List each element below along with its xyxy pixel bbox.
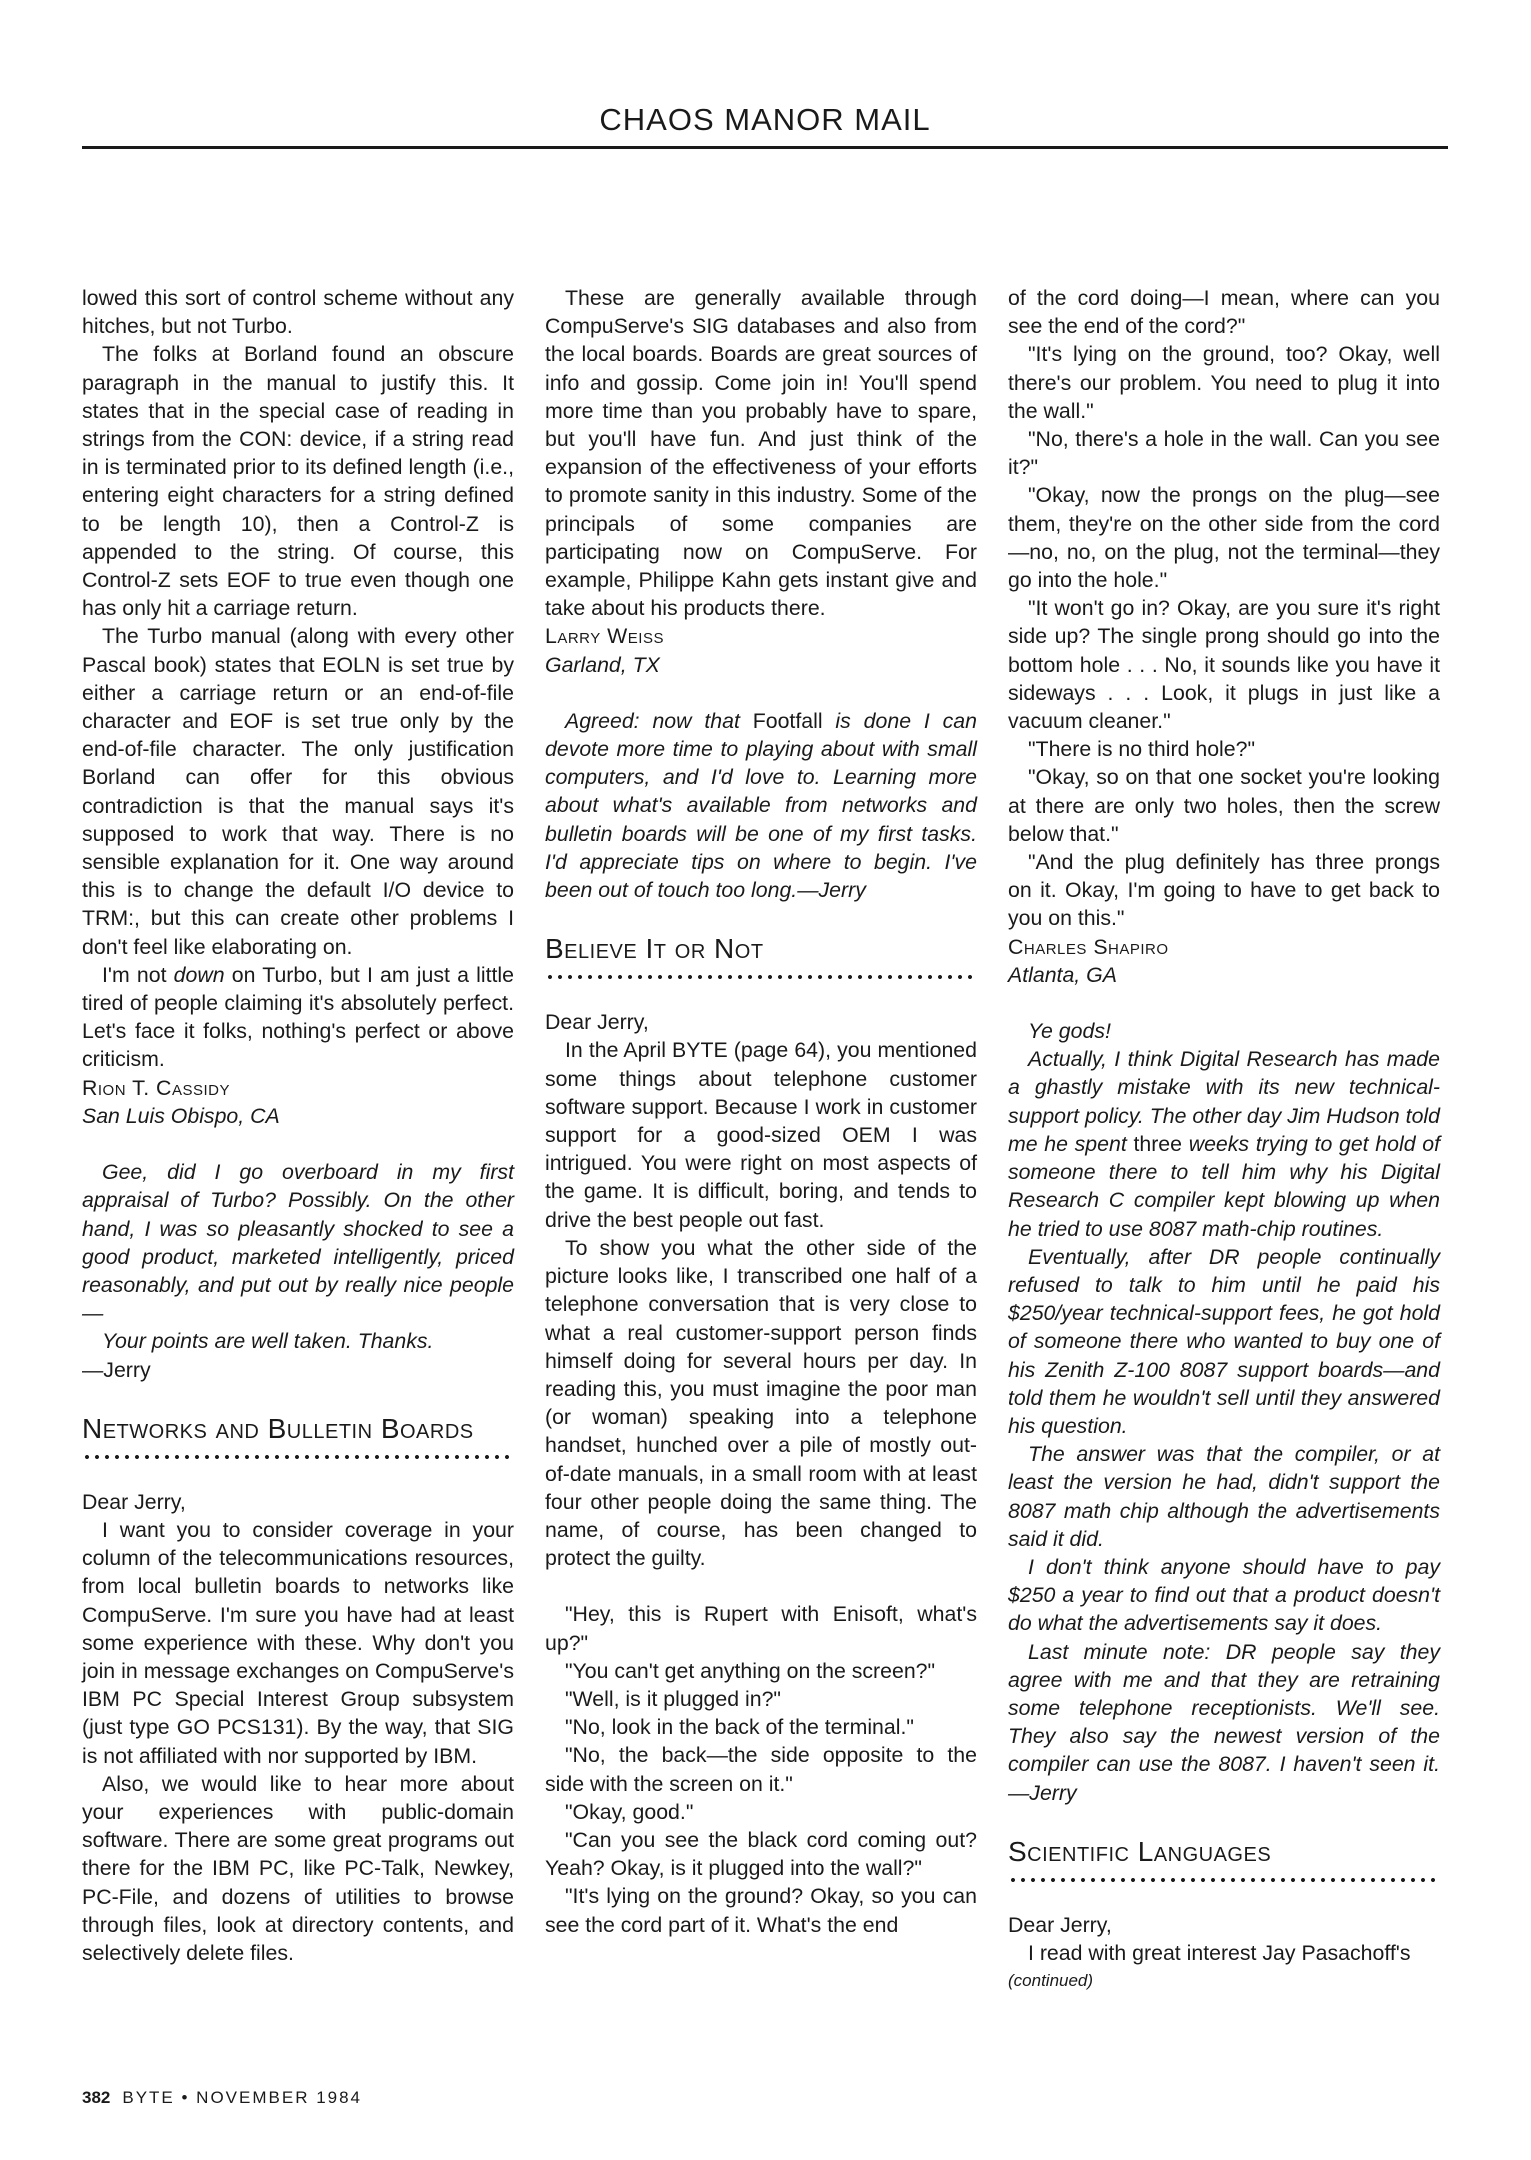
editor-reply-signature: —Jerry — [82, 1357, 151, 1382]
paragraph: These are generally available through CompuServe's SIG databases and also from the local boards. Boards are great sources of info and gossip. Come join in! You'll spend more time than you probably have to spare, but you'll have fun. And just think of the expansion of the effectiveness of your efforts to promote sanity in this industry. Some of the principals of some companies are participating now on CompuServe. For example, Philippe Kahn gets instant give and take about his products there. — [545, 286, 977, 621]
section-heading: Networks and Bulletin Boards — [82, 1412, 474, 1444]
dialogue-line: "Can you see the black cord coming out? Yeah? Okay, is it plugged into the wall?" — [545, 1827, 977, 1881]
paragraph — [82, 961, 514, 1074]
dialogue-line: of the cord doing—I mean, where can you see the end of the cord?" — [1008, 286, 1440, 339]
dialogue-line: "And the plug definitely has three prongs on it. Okay, I'm going to have to get back to you on this." — [1008, 850, 1440, 931]
text-run: is done I can devote more time to playing about with small computers, and I'd love to. Learning more about what's available from networks and bulletin boards will be one of my first tasks. I'd appreciate tips on where to begin. I've been out of touch too long.—Jerry — [545, 708, 977, 903]
editor-reply: The answer was that the compiler, or at least the version he had, didn't support the 8087 math chip although the advertisements said it did. — [1008, 1442, 1440, 1551]
text-run: Actually, I think Digital Research has made a ghastly mistake with its new technical-support policy. The other day Jim Hudson told me he spent — [1008, 1047, 1440, 1156]
paragraph: The folks at Borland found an obscure paragraph in the manual to justify this. It states that in the special case of reading in strings from the CON: device, if a string read in is terminated prior to its defined length (i.e., entering eight characters for a string defined to be length 10), then a Control-Z is appended to the string. Of course, this Control-Z sets EOF to true even though one has only hit a carriage return. — [82, 342, 514, 621]
dialogue-line: "Okay, good." — [565, 1799, 694, 1824]
paragraph: I read with great interest Jay Pasachoff's — [1028, 1940, 1411, 1965]
editor-reply: Last minute note: DR people say they agree with me and that they are retraining some telephone receptionists. We'll see. They also say the newest version of the compiler can use the 8087. I haven't seen it.—Jerry — [1008, 1639, 1440, 1805]
letter-signature-name: Charles Shapiro — [1008, 934, 1169, 959]
letter-salutation: Dear Jerry, — [82, 1489, 186, 1514]
dialogue-line: "There is no third hole?" — [1028, 737, 1256, 762]
editor-reply: Your points are well taken. Thanks. — [102, 1329, 434, 1354]
editor-reply — [1008, 1045, 1440, 1242]
editor-reply: Eventually, after DR people continually refused to talk to him until he paid his $250/year technical-support fees, he got hold of someone there who wanted to buy one of his Zenith Z-100 8087 support boards—and told them he wouldn't sell until they answered his question. — [1008, 1244, 1440, 1438]
dialogue-line: "Well, is it plugged in?" — [565, 1686, 781, 1711]
dialogue-line: "Hey, this is Rupert with Enisoft, what's up?" — [545, 1602, 977, 1655]
page-footer — [82, 2088, 362, 2108]
editor-reply: Gee, did I go overboard in my first appraisal of Turbo? Possibly. On the other hand, I was so pleasantly shocked to see a good product, marketed intelligently, priced reasonably, and put out by really nice people— — [82, 1160, 514, 1326]
paragraph: lowed this sort of control scheme without any hitches, but not Turbo. — [82, 286, 514, 339]
section-heading: Believe It or Not — [545, 933, 764, 965]
dialogue-line: "It's lying on the ground, too? Okay, well there's our problem. You need to plug it into the wall." — [1008, 342, 1440, 423]
continued-note: (continued) — [1008, 1971, 1094, 1991]
dialogue-line: "It's lying on the ground? Okay, so you can see the cord part of it. What's the end — [545, 1884, 977, 1937]
column-2 — [545, 284, 977, 1939]
letter-signature-name: Larry Weiss — [545, 624, 664, 649]
text-run: weeks trying to get hold of someone there to tell him why his Digital Research C compiler kept blowing up when he tried to use 8087 math-chip routines. — [1008, 1131, 1440, 1241]
editor-reply: I don't think anyone should have to pay $250 a year to find out that a product doesn't do what the advertisements say it does. — [1008, 1554, 1440, 1636]
letter-signature-place: Atlanta, GA — [1008, 962, 1117, 987]
dialogue-line: "Okay, so on that one socket you're looking at there are only two holes, then the screw below that." — [1008, 765, 1440, 846]
letter-signature-place: San Luis Obispo, CA — [82, 1103, 280, 1128]
paragraph: To show you what the other side of the picture looks like, I transcribed one half of a telephone conversation that is very close to what a real customer-support person finds himself doing for several hours per day. In reading this, you must imagine the poor man (or woman) speaking into a telephone handset, hunched over a pile of mostly out-of-date manuals, in a small room with at least four other people doing the same thing. The name, of course, has been changed to protect the guilty. — [545, 1235, 977, 1571]
footer-publication: BYTE • NOVEMBER 1984 — [122, 2088, 363, 2107]
paragraph: Also, we would like to hear more about your experiences with public-domain software. There are some great programs out there for the IBM PC, like PC-Talk, Newkey, PC-File, and dozens of utilities to browse through files, look at directory contents, and selectively delete files. — [82, 1771, 514, 1965]
page-header-title: CHAOS MANOR MAIL — [599, 102, 931, 137]
dialogue-line: "It won't go in? Okay, are you sure it's right side up? The single prong should go into the bottom hole . . . No, it sounds like you have it sideways . . . Look, it plugs in just like a vacuum cleaner." — [1008, 596, 1440, 734]
paragraph: The Turbo manual (along with every other Pascal book) states that EOLN is set true by either a carriage return or an end-of-file character and EOF is set true only by the end-of-file character. The only justification Borland can offer for this obvious contradiction is that the manual says it's supposed to work that way. There is no sensible explanation for it. One way around this is to change the default I/O device to TRM:, but this can create other problems I don't feel like elaborating on. — [82, 624, 514, 959]
dialogue-line: "No, there's a hole in the wall. Can you see it?" — [1008, 427, 1440, 480]
paragraph: I want you to consider coverage in your column of the telecommunications resources, from local bulletin boards to networks like CompuServe. I'm sure you have had at least some experience with these. Why don't you join in message exchanges on CompuServe's IBM PC Special Interest Group subsystem (just type GO PCS131). By the way, that SIG is not affiliated with nor supported by IBM. — [82, 1517, 514, 1768]
letter-signature-name: Rion T. Cassidy — [82, 1075, 230, 1100]
letter-salutation: Dear Jerry, — [1008, 1912, 1112, 1937]
dialogue-line: "No, the back—the side opposite to the side with the screen on it." — [545, 1743, 977, 1796]
column-1 — [82, 284, 514, 1967]
text-run: Agreed: now that — [565, 708, 753, 733]
text-run: I'm not — [102, 962, 174, 987]
section-heading: Scientific Languages — [1008, 1835, 1272, 1867]
book-title: Footfall — [752, 708, 823, 733]
column-3 — [1008, 284, 1440, 1995]
dialogue-line: "No, look in the back of the terminal." — [565, 1715, 914, 1740]
dialogue-line: "Okay, now the prongs on the plug—see them, they're on the other side from the cord—no, no, on the plug, not the terminal—they go into the hole." — [1008, 483, 1440, 593]
letter-salutation: Dear Jerry, — [545, 1010, 649, 1035]
paragraph: In the April BYTE (page 64), you mentioned some things about telephone customer software support. Because I work in customer support for a good-sized OEM I was intrigued. You were right on most aspects of the game. It is difficult, boring, and tends to drive the best people out fast. — [545, 1038, 977, 1232]
emphasis-text: down — [173, 962, 225, 987]
emphasis-text: three — [1133, 1131, 1182, 1156]
letter-signature-place: Garland, TX — [545, 652, 660, 677]
header-rule — [82, 146, 1448, 149]
text-run: on Turbo, but I am just a little tired of people claiming it's absolutely perfect. Let's face it folks, nothing's perfect or above criticism. — [82, 962, 514, 1072]
editor-reply: Ye gods! — [1028, 1019, 1111, 1044]
dialogue-line: "You can't get anything on the screen?" — [565, 1658, 936, 1683]
page-number: 382 — [82, 2088, 111, 2107]
editor-reply — [545, 707, 977, 904]
